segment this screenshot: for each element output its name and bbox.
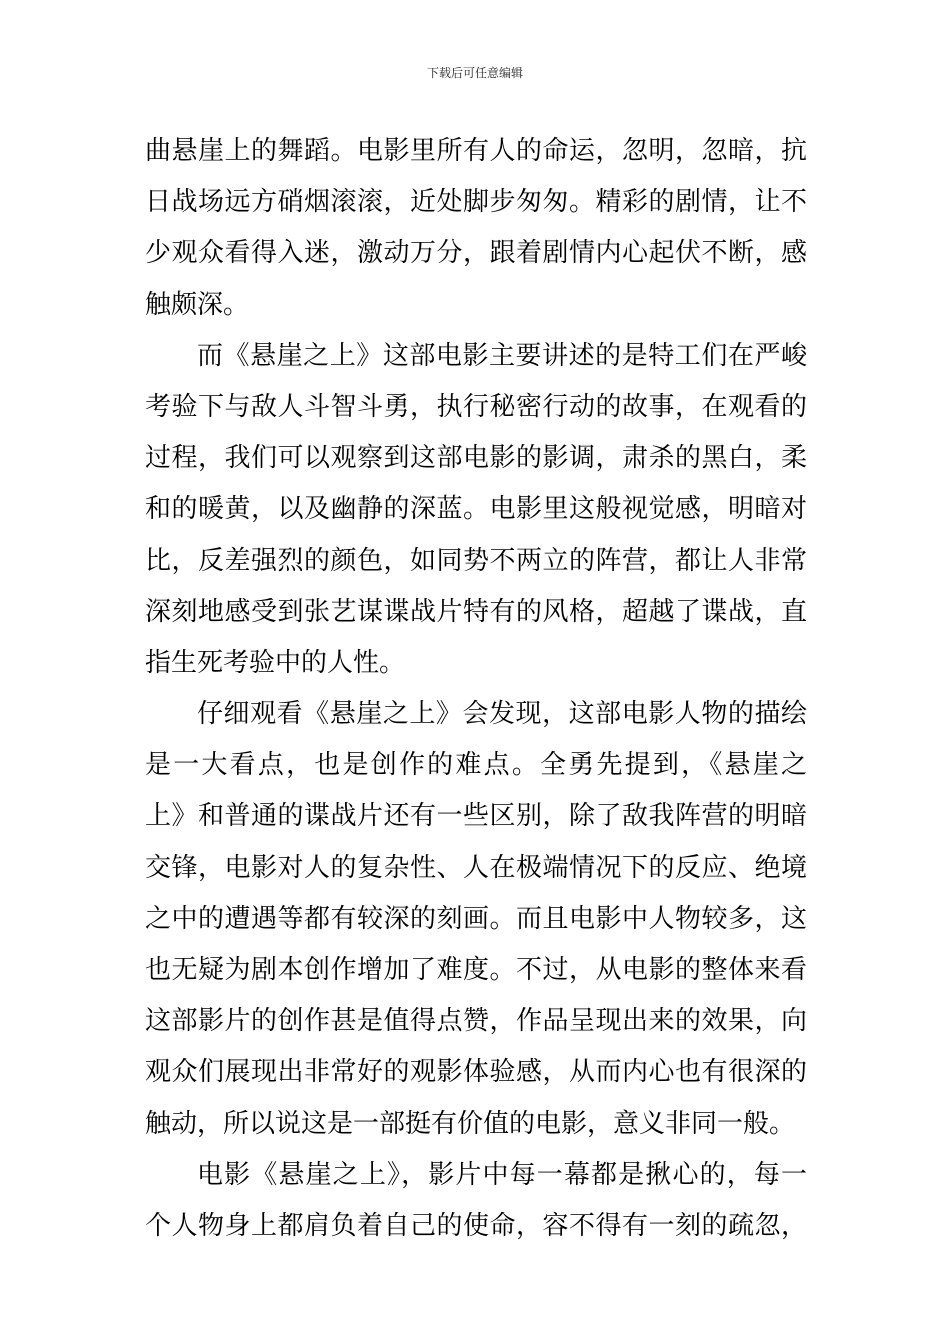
text-line: 也无疑为剧本创作增加了难度。不过，从电影的整体来看 (145, 955, 807, 985)
text-line: 指生死考验中的人性。 (145, 647, 406, 678)
text-line: 日战场远方硝烟滚滚，近处脚步匆匆。精彩的剧情，让不 (145, 187, 807, 218)
text-line: 曲悬崖上的舞蹈。电影里所有人的命运，忽明，忽暗，抗 (145, 136, 807, 166)
body-text (145, 126, 807, 1252)
text-line: 个人物身上都肩负着自己的使命，容不得有一刻的疏忽， (145, 1210, 807, 1241)
text-line: 过程，我们可以观察到这部电影的影调，肃杀的黑白，柔 (145, 443, 807, 474)
text-line: 比，反差强烈的颜色，如同势不两立的阵营，都让人非常 (145, 545, 807, 576)
text-line: 上》和普通的谍战片还有一些区别，除了敌我阵营的明暗 (145, 801, 807, 832)
text-line: 触颇深。 (145, 289, 250, 320)
text-line: 是一大看点，也是创作的难点。全勇先提到，《悬崖之 (145, 750, 807, 781)
text-line: 之中的遭遇等都有较深的刻画。而且电影中人物较多，这 (145, 903, 807, 934)
text-line: 少观众看得入迷，激动万分，跟着剧情内心起伏不断，感 (145, 238, 807, 269)
text-line: 电影《悬崖之上》，影片中每一幕都是揪心的，每一 (197, 1159, 807, 1190)
text-line: 而《悬崖之上》这部电影主要讲述的是特工们在严峻 (197, 340, 807, 371)
text-line: 交锋，电影对人的复杂性、人在极端情况下的反应、绝境 (145, 852, 807, 883)
text-line: 触动，所以说这是一部挺有价值的电影，意义非同一般。 (145, 1108, 796, 1139)
text-line: 这部影片的创作甚是值得点赞，作品呈现出来的效果，向 (145, 1006, 807, 1037)
text-line: 仔细观看《悬崖之上》会发现，这部电影人物的描绘 (197, 699, 807, 730)
text-line: 和的暖黄，以及幽静的深蓝。电影里这般视觉感，明暗对 (145, 494, 807, 525)
text-line: 观众们展现出非常好的观影体验感，从而内心也有很深的 (145, 1057, 807, 1088)
page-header: 下载后可任意编辑 (426, 66, 523, 80)
text-line: 考验下与敌人斗智斗勇，执行秘密行动的故事，在观看的 (145, 391, 807, 422)
text-line: 深刻地感受到张艺谋谍战片特有的风格，超越了谍战，直 (145, 596, 807, 627)
